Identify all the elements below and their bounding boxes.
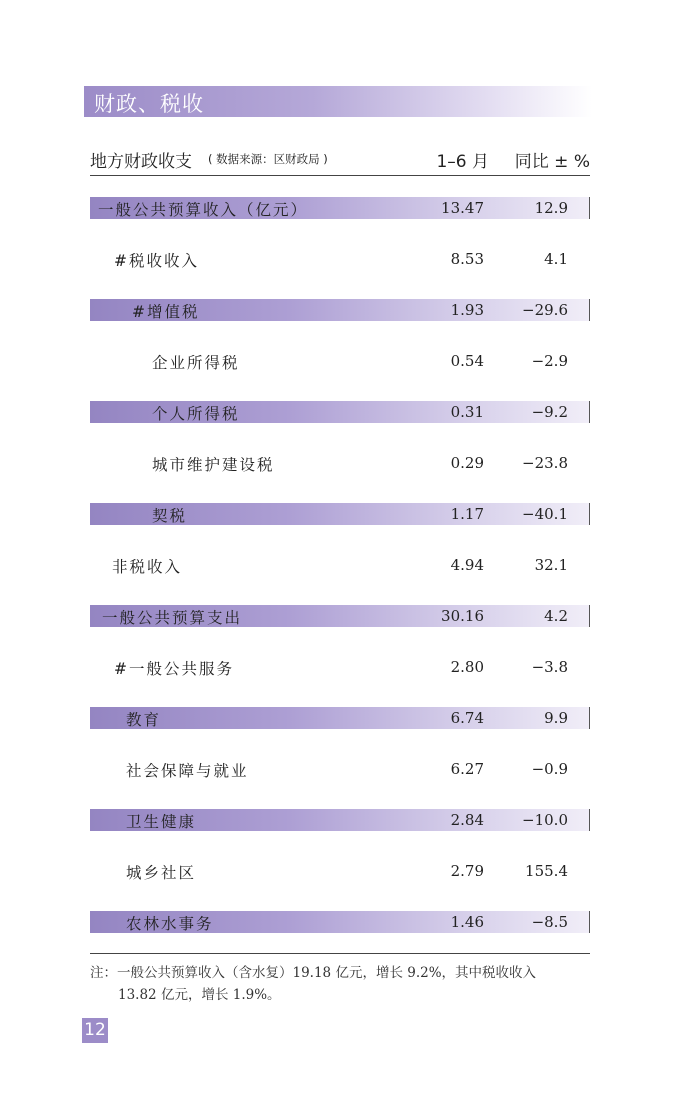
row-value: 1.93 xyxy=(450,301,484,319)
row-label: 卫生健康 xyxy=(126,813,197,831)
table-row xyxy=(90,809,590,831)
row-value: 0.31 xyxy=(450,403,484,421)
row-label: #一般公共服务 xyxy=(114,660,234,678)
table-row xyxy=(90,197,590,219)
row-label: 个人所得税 xyxy=(152,405,240,423)
table-top-rule xyxy=(90,175,590,176)
row-yoy: −0.9 xyxy=(531,760,568,778)
section-banner xyxy=(84,86,592,117)
table-row xyxy=(90,299,590,321)
row-yoy: −40.1 xyxy=(522,505,568,523)
table-header xyxy=(90,145,590,175)
row-label: 契税 xyxy=(152,507,188,525)
table-row xyxy=(90,401,590,423)
row-label: 社会保障与就业 xyxy=(126,762,249,780)
row-label: #税收收入 xyxy=(114,252,199,270)
row-label: #增值税 xyxy=(132,303,200,321)
table-row xyxy=(90,350,590,372)
column-header-yoy: 同比 ± % xyxy=(514,152,590,172)
row-yoy: 4.1 xyxy=(544,250,568,268)
row-yoy: −9.2 xyxy=(531,403,568,421)
footnote-line: 注：一般公共预算收入（含水复）19.18 亿元，增长 9.2%，其中税收收入 xyxy=(90,965,537,981)
row-yoy: −2.9 xyxy=(531,352,568,370)
footnote xyxy=(90,962,596,1006)
row-value: 0.54 xyxy=(450,352,484,370)
table-row xyxy=(90,707,590,729)
row-label: 一般公共预算支出 xyxy=(102,609,243,627)
section-title: 财政、税收 xyxy=(94,92,204,116)
table-row xyxy=(90,248,590,270)
table-row xyxy=(90,656,590,678)
table-row xyxy=(90,503,590,525)
row-value: 13.47 xyxy=(441,199,484,217)
row-label: 教育 xyxy=(126,711,162,729)
table-bottom-rule xyxy=(90,953,590,954)
row-yoy: −3.8 xyxy=(531,658,568,676)
row-label: 农林水事务 xyxy=(126,915,214,933)
row-value: 0.29 xyxy=(450,454,484,472)
row-label: 城乡社区 xyxy=(126,864,197,882)
row-value: 8.53 xyxy=(450,250,484,268)
row-label: 非税收入 xyxy=(112,558,183,576)
table-row xyxy=(90,758,590,780)
table-row xyxy=(90,452,590,474)
page-number: 12 xyxy=(82,1018,108,1043)
row-value: 30.16 xyxy=(441,607,484,625)
row-label: 城市维护建设税 xyxy=(152,456,275,474)
row-yoy: 12.9 xyxy=(534,199,568,217)
table-row xyxy=(90,911,590,933)
column-header-period: 1–6 月 xyxy=(436,152,489,172)
table-source: ( 数据来源：区财政局 ) xyxy=(208,152,328,166)
row-label: 一般公共预算收入（亿元） xyxy=(98,201,309,219)
row-value: 2.84 xyxy=(450,811,484,829)
table-row xyxy=(90,605,590,627)
row-yoy: 155.4 xyxy=(525,862,568,880)
row-value: 1.46 xyxy=(450,913,484,931)
row-yoy: 32.1 xyxy=(534,556,568,574)
row-value: 4.94 xyxy=(450,556,484,574)
row-yoy: −29.6 xyxy=(522,301,568,319)
footnote-line: 13.82 亿元，增长 1.9%。 xyxy=(118,987,281,1003)
row-yoy: −10.0 xyxy=(522,811,568,829)
table-row xyxy=(90,860,590,882)
row-yoy: 4.2 xyxy=(544,607,568,625)
row-value: 2.80 xyxy=(450,658,484,676)
row-value: 6.74 xyxy=(450,709,484,727)
row-yoy: 9.9 xyxy=(544,709,568,727)
row-yoy: −8.5 xyxy=(531,913,568,931)
table-title: 地方财政收支 xyxy=(90,152,192,172)
row-value: 2.79 xyxy=(450,862,484,880)
row-value: 6.27 xyxy=(450,760,484,778)
table-row xyxy=(90,554,590,576)
row-yoy: −23.8 xyxy=(522,454,568,472)
row-value: 1.17 xyxy=(450,505,484,523)
row-label: 企业所得税 xyxy=(152,354,240,372)
